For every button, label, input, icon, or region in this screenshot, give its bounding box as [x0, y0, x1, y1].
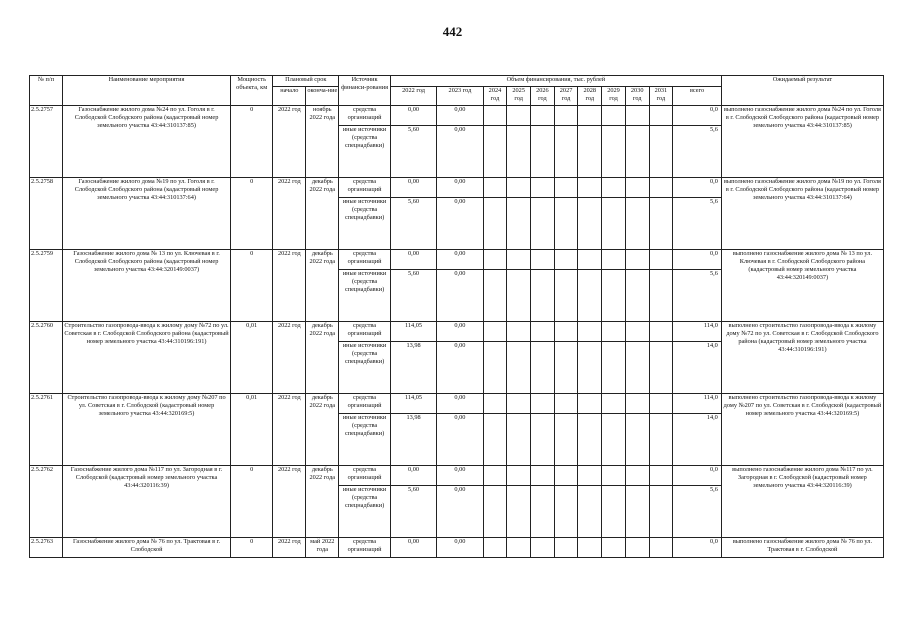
row-result: выполнено газоснабжение жилого дома № 76 по ул. Трактовая в г. Слободской	[721, 538, 883, 558]
row-capacity: 0	[231, 106, 273, 178]
row-value-2022: 114,05	[390, 394, 436, 414]
value-2031-cell	[649, 342, 673, 394]
table-row	[30, 178, 884, 198]
row-value-2023: 0,00	[437, 178, 483, 198]
row-result: выполнено газоснабжение жилого дома №24 по ул. Гоголя в г. Слободской Слободского района (кадастровый номер земельного участка 43:44:310137:85)	[721, 106, 883, 178]
value-2031-cell	[649, 198, 673, 250]
value-2026-cell	[531, 250, 555, 270]
value-2026-cell	[531, 126, 555, 178]
row-source-orgs: средства организаций	[339, 394, 391, 414]
value-2024-cell	[483, 342, 507, 394]
value-2029-cell	[602, 270, 626, 322]
table-row	[30, 250, 884, 270]
value-2025-cell	[507, 394, 531, 414]
row-total: 0,0	[673, 178, 722, 198]
header-source: Источник финанси-рования	[339, 76, 391, 106]
row-end: декабрь 2022 года	[306, 466, 339, 538]
value-2028-cell	[578, 106, 602, 126]
row-source-other: иные источники (средства спецнадбавки)	[339, 270, 391, 322]
value-2028-cell	[578, 322, 602, 342]
row-code: 2.5.2759	[30, 250, 63, 322]
row-total: 5,6	[673, 198, 722, 250]
header-end: оконча-ние	[306, 87, 339, 106]
value-2024-cell	[483, 126, 507, 178]
value-2031-cell	[649, 270, 673, 322]
value-2031-cell	[649, 486, 673, 538]
row-value-2023: 0,00	[437, 322, 483, 342]
value-2025-cell	[507, 486, 531, 538]
value-2027-cell	[554, 466, 578, 486]
value-2027-cell	[554, 106, 578, 126]
value-2027-cell	[554, 414, 578, 466]
row-total: 5,6	[673, 270, 722, 322]
value-2031-cell	[649, 106, 673, 126]
row-name: Строительство газопровода-ввода к жилому дому №72 по ул. Советская в г. Слободской Слободского района (кадастровый номер земельного участка 43:44:310196:191)	[62, 322, 230, 394]
row-source-orgs: средства организаций	[339, 322, 391, 342]
value-2028-cell	[578, 270, 602, 322]
value-2027-cell	[554, 322, 578, 342]
value-2030-cell	[625, 414, 649, 466]
row-start: 2022 год	[273, 106, 306, 178]
value-2030-cell	[625, 270, 649, 322]
value-2025-cell	[507, 198, 531, 250]
value-2026-cell	[531, 270, 555, 322]
value-2025-cell	[507, 466, 531, 486]
row-source-other: иные источники (средства спецнадбавки)	[339, 486, 391, 538]
value-2026-cell	[531, 322, 555, 342]
header-2022: 2022 год	[390, 87, 436, 106]
row-capacity: 0,01	[231, 322, 273, 394]
table-body	[30, 106, 884, 558]
row-start: 2022 год	[273, 538, 306, 558]
value-2024-cell	[483, 178, 507, 198]
header-capacity: Мощность объекта, км	[231, 76, 273, 106]
value-2031-cell	[649, 538, 673, 558]
value-2028-cell	[578, 342, 602, 394]
row-value-2022: 5,60	[390, 126, 436, 178]
row-result: выполнено строительство газопровода-ввода к жилому дому №72 по ул. Советская в г. Слободской Слободского района (кадастровый номер земельного участка 43:44:310196:191)	[721, 322, 883, 394]
value-2029-cell	[602, 414, 626, 466]
value-2025-cell	[507, 538, 531, 558]
value-2027-cell	[554, 486, 578, 538]
row-name: Газоснабжение жилого дома № 76 по ул. Трактовая в г. Слободской	[62, 538, 230, 558]
value-2029-cell	[602, 250, 626, 270]
value-2031-cell	[649, 466, 673, 486]
row-value-2022: 0,00	[390, 538, 436, 558]
row-value-2022: 0,00	[390, 106, 436, 126]
value-2031-cell	[649, 126, 673, 178]
value-2024-cell	[483, 198, 507, 250]
value-2027-cell	[554, 342, 578, 394]
value-2029-cell	[602, 342, 626, 394]
value-2030-cell	[625, 322, 649, 342]
value-2027-cell	[554, 198, 578, 250]
value-2025-cell	[507, 342, 531, 394]
value-2031-cell	[649, 394, 673, 414]
value-2024-cell	[483, 270, 507, 322]
row-start: 2022 год	[273, 178, 306, 250]
value-2029-cell	[602, 178, 626, 198]
value-2025-cell	[507, 270, 531, 322]
header-plan: Плановый срок	[273, 76, 339, 87]
row-code: 2.5.2758	[30, 178, 63, 250]
row-value-2022: 13,98	[390, 342, 436, 394]
row-end: май 2022 года	[306, 538, 339, 558]
row-source-other: иные источники (средства спецнадбавки)	[339, 342, 391, 394]
row-name: Газоснабжение жилого дома №24 по ул. Гоголя в г. Слободской Слободского района (кадастровый номер земельного участка 43:44:310137:85)	[62, 106, 230, 178]
row-value-2023: 0,00	[437, 126, 483, 178]
row-value-2022: 5,60	[390, 198, 436, 250]
row-source-other: иные источники (средства спецнадбавки)	[339, 414, 391, 466]
table-row	[30, 322, 884, 342]
row-source-orgs: средства организаций	[339, 106, 391, 126]
row-start: 2022 год	[273, 466, 306, 538]
row-start: 2022 год	[273, 322, 306, 394]
row-code: 2.5.2760	[30, 322, 63, 394]
row-total: 5,6	[673, 486, 722, 538]
header-2029: 2029 год	[602, 87, 626, 106]
header-start: начало	[273, 87, 306, 106]
row-source-other: иные источники (средства спецнадбавки)	[339, 198, 391, 250]
header-2026: 2026 год	[531, 87, 555, 106]
value-2027-cell	[554, 126, 578, 178]
row-result: выполнено газоснабжение жилого дома №117 по ул. Загородная в г. Слободской (кадастровый номер земельного участка 43:44:320116:39)	[721, 466, 883, 538]
row-end: ноябрь 2022 года	[306, 106, 339, 178]
row-code: 2.5.2757	[30, 106, 63, 178]
header-2031: 2031 год	[649, 87, 673, 106]
header-number: № п/п	[30, 76, 63, 106]
row-name: Газоснабжение жилого дома №19 по ул. Гоголя в г. Слободской Слободского района (кадастровый номер земельного участка 43:44:310137:64)	[62, 178, 230, 250]
table-row	[30, 466, 884, 486]
value-2028-cell	[578, 394, 602, 414]
value-2024-cell	[483, 414, 507, 466]
value-2029-cell	[602, 198, 626, 250]
value-2025-cell	[507, 178, 531, 198]
row-name: Газоснабжение жилого дома № 13 по ул. Ключевая в г. Слободской Слободского района (кадастровый номер земельного участка 43:44:320149:0037)	[62, 250, 230, 322]
row-name: Строительство газопровода-ввода к жилому дому №207 по ул. Советская в г. Слободской (кадастровый номер земельного участка 43:44:320169:5)	[62, 394, 230, 466]
row-end: декабрь 2022 года	[306, 394, 339, 466]
value-2025-cell	[507, 322, 531, 342]
row-capacity: 0	[231, 250, 273, 322]
row-start: 2022 год	[273, 250, 306, 322]
row-end: декабрь 2022 года	[306, 322, 339, 394]
value-2028-cell	[578, 466, 602, 486]
value-2029-cell	[602, 466, 626, 486]
row-total: 14,0	[673, 414, 722, 466]
row-value-2023: 0,00	[437, 486, 483, 538]
value-2028-cell	[578, 414, 602, 466]
value-2025-cell	[507, 414, 531, 466]
value-2024-cell	[483, 322, 507, 342]
row-total: 0,0	[673, 106, 722, 126]
value-2029-cell	[602, 126, 626, 178]
row-capacity: 0,01	[231, 394, 273, 466]
value-2026-cell	[531, 466, 555, 486]
row-start: 2022 год	[273, 394, 306, 466]
row-value-2023: 0,00	[437, 466, 483, 486]
row-total: 0,0	[673, 466, 722, 486]
value-2028-cell	[578, 126, 602, 178]
header-result: Ожидаемый результат	[721, 76, 883, 106]
page-number: 442	[442, 24, 463, 39]
header-2025: 2025 год	[507, 87, 531, 106]
value-2030-cell	[625, 178, 649, 198]
table-row	[30, 538, 884, 558]
value-2030-cell	[625, 538, 649, 558]
row-value-2022: 0,00	[390, 250, 436, 270]
header-2024: 2024 год	[483, 87, 507, 106]
row-value-2023: 0,00	[437, 106, 483, 126]
row-value-2023: 0,00	[437, 414, 483, 466]
row-source-orgs: средства организаций	[339, 178, 391, 198]
value-2027-cell	[554, 250, 578, 270]
value-2031-cell	[649, 322, 673, 342]
value-2030-cell	[625, 394, 649, 414]
value-2024-cell	[483, 486, 507, 538]
row-source-orgs: средства организаций	[339, 250, 391, 270]
value-2030-cell	[625, 106, 649, 126]
row-code: 2.5.2763	[30, 538, 63, 558]
value-2030-cell	[625, 466, 649, 486]
row-total: 0,0	[673, 250, 722, 270]
row-source-orgs: средства организаций	[339, 538, 391, 558]
row-capacity: 0	[231, 538, 273, 558]
value-2030-cell	[625, 198, 649, 250]
row-value-2022: 0,00	[390, 466, 436, 486]
value-2026-cell	[531, 178, 555, 198]
value-2025-cell	[507, 250, 531, 270]
row-code: 2.5.2762	[30, 466, 63, 538]
row-value-2023: 0,00	[437, 538, 483, 558]
header-2028: 2028 год	[578, 87, 602, 106]
row-name: Газоснабжение жилого дома №117 по ул. Загородная в г. Слободской (кадастровый номер земельного участка 43:44:320116:39)	[62, 466, 230, 538]
header-2027: 2027 год	[554, 87, 578, 106]
value-2031-cell	[649, 250, 673, 270]
table-row	[30, 394, 884, 414]
row-total: 14,0	[673, 342, 722, 394]
value-2026-cell	[531, 414, 555, 466]
value-2029-cell	[602, 538, 626, 558]
financing-table	[29, 75, 884, 558]
header-row-1	[30, 76, 884, 87]
row-value-2022: 5,60	[390, 486, 436, 538]
row-total: 114,0	[673, 322, 722, 342]
row-capacity: 0	[231, 466, 273, 538]
row-source-orgs: средства организаций	[339, 466, 391, 486]
row-total: 5,6	[673, 126, 722, 178]
value-2029-cell	[602, 322, 626, 342]
value-2030-cell	[625, 486, 649, 538]
value-2030-cell	[625, 342, 649, 394]
row-end: декабрь 2022 года	[306, 178, 339, 250]
value-2028-cell	[578, 178, 602, 198]
row-value-2023: 0,00	[437, 394, 483, 414]
value-2029-cell	[602, 394, 626, 414]
header-name: Наименование мероприятия	[62, 76, 230, 106]
value-2024-cell	[483, 466, 507, 486]
value-2024-cell	[483, 538, 507, 558]
row-value-2022: 13,98	[390, 414, 436, 466]
value-2028-cell	[578, 538, 602, 558]
value-2024-cell	[483, 250, 507, 270]
value-2029-cell	[602, 106, 626, 126]
header-2030: 2030 год	[625, 87, 649, 106]
row-value-2022: 114,05	[390, 322, 436, 342]
value-2031-cell	[649, 178, 673, 198]
value-2025-cell	[507, 126, 531, 178]
header-2023: 2023 год	[437, 87, 483, 106]
row-result: выполнено газоснабжение жилого дома №19 по ул. Гоголя в г. Слободской Слободского района (кадастровый номер земельного участка 43:44:310137:64)	[721, 178, 883, 250]
value-2026-cell	[531, 394, 555, 414]
value-2024-cell	[483, 106, 507, 126]
value-2027-cell	[554, 270, 578, 322]
value-2025-cell	[507, 106, 531, 126]
value-2026-cell	[531, 486, 555, 538]
value-2028-cell	[578, 250, 602, 270]
row-result: выполнено строительство газопровода-ввода к жилому дому №207 по ул. Советская в г. Слободской (кадастровый номер земельного участка 43:44:320169:5)	[721, 394, 883, 466]
row-value-2023: 0,00	[437, 270, 483, 322]
value-2024-cell	[483, 394, 507, 414]
value-2031-cell	[649, 414, 673, 466]
value-2030-cell	[625, 250, 649, 270]
row-value-2023: 0,00	[437, 250, 483, 270]
value-2026-cell	[531, 198, 555, 250]
value-2028-cell	[578, 486, 602, 538]
value-2028-cell	[578, 198, 602, 250]
row-source-other: иные источники (средства спецнадбавки)	[339, 126, 391, 178]
row-code: 2.5.2761	[30, 394, 63, 466]
row-result: выполнено газоснабжение жилого дома № 13 по ул. Ключевая в г. Слободской Слободского района (кадастровый номер земельного участка 43:44:320149:0037)	[721, 250, 883, 322]
table-row	[30, 106, 884, 126]
value-2029-cell	[602, 486, 626, 538]
value-2026-cell	[531, 342, 555, 394]
value-2026-cell	[531, 106, 555, 126]
row-value-2023: 0,00	[437, 342, 483, 394]
value-2026-cell	[531, 538, 555, 558]
row-capacity: 0	[231, 178, 273, 250]
header-finance: Объем финансирования, тыс. рублей	[390, 76, 721, 87]
header-total: всего	[673, 87, 722, 106]
value-2030-cell	[625, 126, 649, 178]
value-2027-cell	[554, 394, 578, 414]
row-end: декабрь 2022 года	[306, 250, 339, 322]
row-value-2022: 0,00	[390, 178, 436, 198]
row-value-2022: 5,60	[390, 270, 436, 322]
value-2027-cell	[554, 178, 578, 198]
row-total: 114,0	[673, 394, 722, 414]
row-total: 0,0	[673, 538, 722, 558]
row-value-2023: 0,00	[437, 198, 483, 250]
value-2027-cell	[554, 538, 578, 558]
